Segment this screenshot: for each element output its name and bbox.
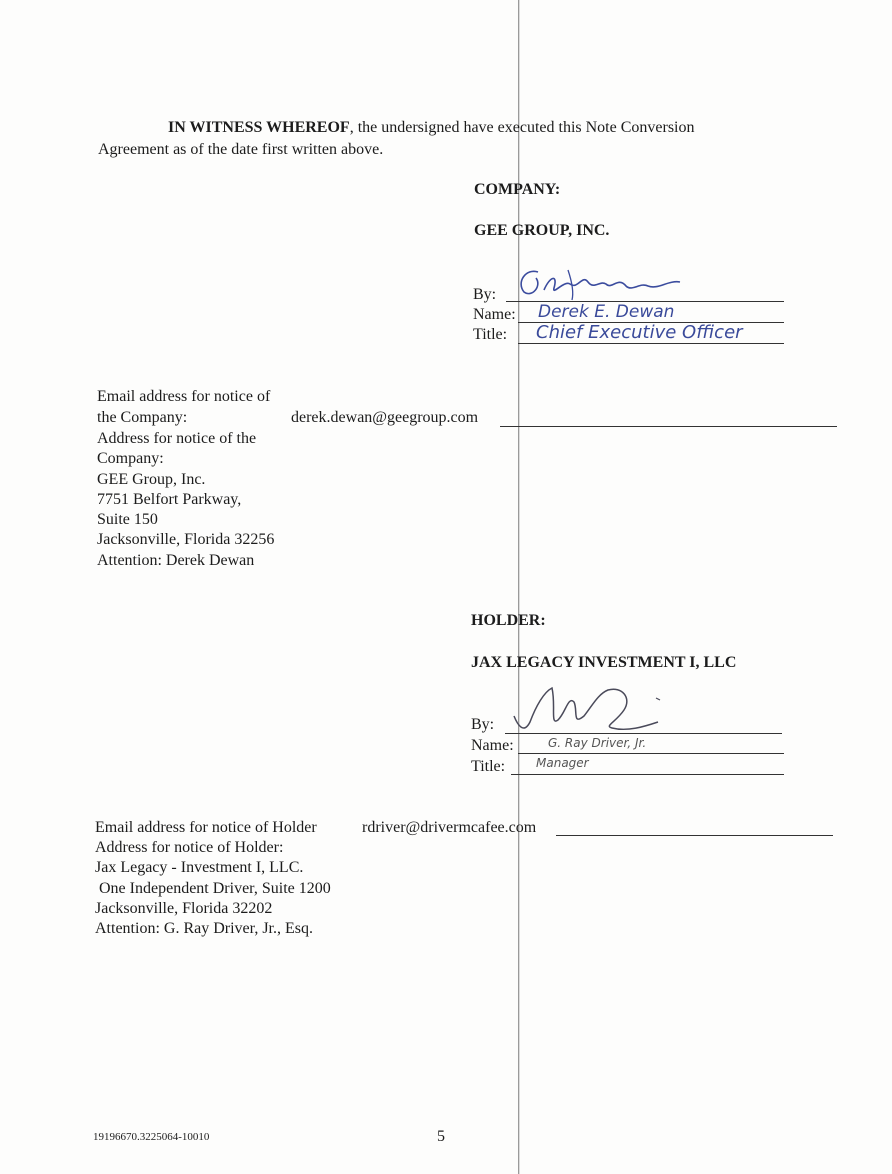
holder-address-line: Jacksonville, Florida 32202 [95, 900, 273, 917]
company-name: GEE GROUP, INC. [474, 222, 610, 239]
company-title-label: Title: [473, 326, 508, 343]
company-heading: COMPANY: [474, 181, 561, 198]
company-address-line: Attention: Derek Dewan [97, 552, 255, 569]
company-email-label-2: the Company: [97, 409, 188, 426]
holder-signature [508, 676, 678, 738]
company-signature [508, 262, 688, 304]
company-email-label-1: Email address for notice of [97, 388, 271, 405]
holder-email-line [556, 835, 833, 836]
company-address-line: 7751 Belfort Parkway, [97, 491, 242, 508]
company-title-line [518, 343, 784, 344]
holder-address-line: Jax Legacy - Investment I, LLC. [95, 859, 304, 876]
holder-address-line: Address for notice of Holder: [95, 839, 284, 856]
company-address-line: Address for notice of the [97, 430, 257, 447]
holder-email: rdriver@drivermcafee.com [362, 819, 537, 836]
company-address-line: GEE Group, Inc. [97, 471, 206, 488]
witness-line-2: Agreement as of the date first written above. [98, 141, 384, 158]
footer-doc-id: 19196670.3225064-10010 [93, 1131, 210, 1143]
company-signed-name: Derek E. Dewan [538, 302, 675, 322]
company-signed-title: Chief Executive Officer [536, 322, 743, 343]
company-email-line [500, 426, 837, 427]
holder-title-line [511, 774, 784, 775]
company-name-label: Name: [473, 306, 516, 323]
holder-signed-name: G. Ray Driver, Jr. [548, 736, 647, 750]
witness-line-1 [168, 119, 694, 137]
holder-address-line: One Independent Driver, Suite 1200 [95, 880, 331, 897]
company-by-label: By: [473, 286, 497, 303]
company-address-line: Company: [97, 450, 164, 467]
page-number: 5 [437, 1128, 445, 1145]
company-email: derek.dewan@geegroup.com [291, 409, 479, 426]
holder-by-label: By: [471, 716, 495, 733]
holder-title-label: Title: [471, 758, 506, 775]
holder-address-line: Attention: G. Ray Driver, Jr., Esq. [95, 920, 313, 937]
holder-email-label: Email address for notice of Holder [95, 819, 317, 836]
company-address-line: Jacksonville, Florida 32256 [97, 531, 275, 548]
page-fold-shadow [519, 0, 520, 1174]
holder-name-label: Name: [471, 737, 514, 754]
holder-name: JAX LEGACY INVESTMENT I, LLC [471, 654, 737, 671]
witness-lead: IN WITNESS WHEREOF [168, 119, 350, 136]
witness-rest: , the undersigned have executed this Note Conversion [349, 119, 695, 136]
holder-heading: HOLDER: [471, 612, 546, 629]
holder-name-line [518, 753, 784, 754]
holder-signed-title: Manager [536, 756, 589, 770]
company-address-line: Suite 150 [97, 511, 158, 528]
